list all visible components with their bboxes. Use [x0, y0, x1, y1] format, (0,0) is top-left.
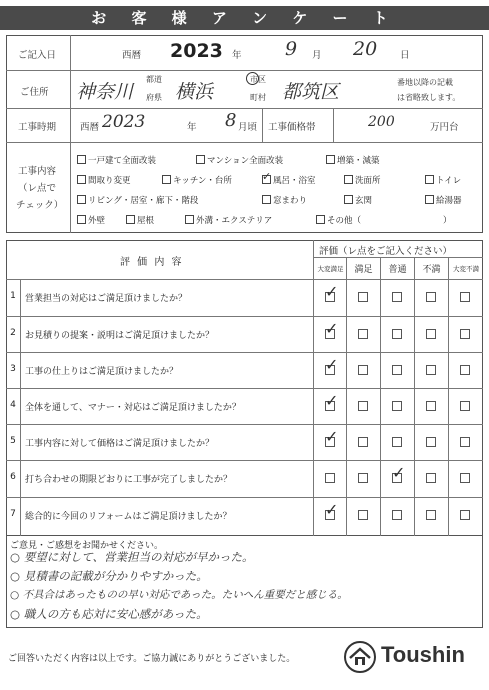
city-suffix-top: 市区 — [250, 75, 266, 84]
scale-label: 不満 — [422, 265, 441, 275]
rating-checkbox[interactable] — [426, 292, 436, 302]
pref-suffix-bottom: 府県 — [146, 93, 162, 102]
rating-checkbox[interactable] — [460, 437, 470, 447]
rating-checkbox[interactable] — [358, 473, 368, 483]
question-number: 4 — [10, 400, 16, 410]
question-text: 全体を通して、マナー・対応はご満足頂けましたか？ — [25, 403, 241, 413]
footer-text: ご回答いただく内容は以上です。ご協力誠にありがとうございました。 — [8, 654, 296, 664]
question-text: 工事内容に対して価格はご満足頂けましたか？ — [25, 439, 215, 449]
check-mark-icon: ✓ — [325, 427, 339, 446]
address-note-2: は省略致します。 — [397, 93, 461, 102]
price-label: 工事価格帯 — [268, 122, 316, 133]
content-label-3: チェック） — [16, 200, 64, 211]
question-text: 総合的に今回のリフォームはご満足頂けましたか？ — [25, 512, 232, 522]
address-prefecture[interactable]: 神奈川 — [76, 81, 134, 103]
content-label-2: （レ点で — [18, 183, 57, 194]
address-note-1: 番地以降の記載 — [397, 78, 453, 87]
rating-checkbox[interactable] — [358, 292, 368, 302]
checkbox — [185, 215, 194, 224]
rating-checkbox[interactable] — [426, 401, 436, 411]
period-year[interactable]: 2023 — [102, 112, 146, 132]
scale-label: 満足 — [354, 265, 373, 275]
rating-checkbox[interactable] — [460, 329, 470, 339]
checkbox-checked — [262, 175, 271, 184]
comment-line: ○ 見積書の記載が分かりやすかった。 — [10, 569, 208, 583]
checkbox — [262, 195, 271, 204]
checkbox — [77, 175, 86, 184]
option-item[interactable]: 間取り変更 — [77, 174, 131, 186]
survey-title: お 客 様 ア ン ケ ー ト — [0, 6, 489, 30]
checkbox — [344, 195, 353, 204]
date-era: 西暦 — [122, 50, 142, 61]
option-item[interactable]: ✓ 風呂・浴室 — [262, 174, 316, 186]
period-label: 工事時期 — [18, 122, 57, 133]
option-item[interactable]: その他（ — [316, 214, 361, 226]
rating-checkbox[interactable] — [392, 437, 402, 447]
address-label: ご住所 — [20, 87, 49, 98]
option-item[interactable]: トイレ — [425, 174, 461, 186]
checkbox — [425, 195, 434, 204]
rating-checkbox[interactable] — [325, 473, 335, 483]
city-suffix-bottom: 町村 — [250, 93, 266, 102]
question-number: 6 — [10, 472, 16, 482]
option-item[interactable]: キッチン・台所 — [162, 174, 232, 186]
rating-checkbox[interactable] — [392, 401, 402, 411]
rating-checkbox[interactable] — [426, 510, 436, 520]
option-item[interactable]: マンション全面改装 — [196, 154, 283, 166]
date-day[interactable]: 20 — [353, 38, 378, 60]
checkbox — [326, 155, 335, 164]
option-item[interactable]: リビング・居室・廊下・階段 — [77, 194, 198, 206]
option-item[interactable]: 洗面所 — [344, 174, 381, 186]
comment-line: ○ 不具合はあったものの早い対応であった。たいへん重要だと感じる。 — [10, 589, 348, 601]
date-label: ご記入日 — [18, 50, 57, 61]
rating-checkbox[interactable] — [358, 329, 368, 339]
rating-checkbox[interactable] — [358, 510, 368, 520]
scale-label: 大変不満 — [453, 265, 479, 273]
toushin-logo — [343, 639, 483, 675]
rating-checkbox[interactable] — [392, 365, 402, 375]
check-mark-icon: ✓ — [325, 282, 339, 301]
rating-checkbox[interactable] — [460, 510, 470, 520]
question-text: お見積りの提案・説明はご満足頂けましたか？ — [25, 331, 215, 341]
rating-checkbox[interactable] — [358, 437, 368, 447]
address-city[interactable]: 横浜 — [175, 81, 214, 103]
checkbox — [196, 155, 205, 164]
checkbox — [126, 215, 135, 224]
question-number: 7 — [10, 509, 16, 519]
question-number: 3 — [10, 364, 16, 374]
date-month[interactable]: 9 — [285, 38, 298, 60]
comments-label: ご意見・ご感想をお聞かせください。 — [10, 541, 164, 551]
comment-line: ○ 要望に対して、営業担当の対応が早かった。 — [10, 550, 254, 564]
rating-checkbox[interactable] — [392, 329, 402, 339]
checkbox — [77, 195, 86, 204]
address-ward[interactable]: 都筑区 — [282, 81, 340, 103]
option-item[interactable]: 増築・減築 — [326, 154, 380, 166]
option-item[interactable]: 屋根 — [126, 214, 154, 226]
check-mark-icon: ✓ — [392, 463, 406, 482]
pref-suffix-top: 都道 — [146, 75, 162, 84]
other-close-paren: ） — [443, 216, 452, 226]
question-text: 打ち合わせの期限どおりに工事が完了しましたか？ — [25, 475, 233, 485]
logo-text: Toushin — [381, 642, 465, 667]
date-day-unit: 日 — [400, 50, 410, 61]
date-year: 2023 — [170, 40, 223, 62]
content-label-1: 工事内容 — [18, 166, 57, 177]
rating-checkbox[interactable] — [460, 401, 470, 411]
checkbox — [77, 215, 86, 224]
house-logo-icon — [343, 640, 377, 674]
question-number: 1 — [10, 291, 16, 301]
rating-checkbox[interactable] — [426, 437, 436, 447]
rating-checkbox[interactable] — [426, 473, 436, 483]
date-year-unit: 年 — [232, 50, 242, 61]
scale-label: 大変満足 — [317, 265, 344, 273]
rating-checkbox[interactable] — [460, 473, 470, 483]
question-number: 2 — [10, 328, 16, 338]
rating-checkbox[interactable] — [460, 292, 470, 302]
question-number: 5 — [10, 436, 16, 446]
period-era: 西暦 — [80, 122, 100, 133]
rating-checkbox[interactable] — [358, 401, 368, 411]
rating-checkbox[interactable] — [392, 292, 402, 302]
rating-checkbox[interactable] — [392, 510, 402, 520]
checkbox — [344, 175, 353, 184]
date-month-unit: 月 — [312, 50, 322, 61]
checkbox — [162, 175, 171, 184]
scale-label: 普通 — [388, 265, 407, 275]
checkbox — [425, 175, 434, 184]
option-item[interactable]: 一戸建て全面改装 — [77, 154, 156, 166]
option-item[interactable]: 給湯器 — [425, 194, 462, 206]
comment-line: ○ 職人の方も応対に安心感があった。 — [10, 607, 208, 621]
question-text: 営業担当の対応はご満足頂けましたか？ — [25, 294, 188, 304]
period-year-unit: 年 — [187, 122, 197, 133]
checkbox — [77, 155, 86, 164]
check-mark-icon: ✓ — [325, 319, 339, 338]
ratings-header-eval: 評価（レ点をご記入ください） — [319, 246, 453, 257]
option-item[interactable]: 外溝・エクステリア — [185, 214, 272, 226]
checkbox — [316, 215, 325, 224]
rating-checkbox[interactable] — [358, 365, 368, 375]
check-mark-icon: ✓ — [325, 391, 339, 410]
period-month-unit: 月頃 — [238, 122, 258, 133]
city-circle-mark — [246, 72, 259, 85]
ratings-header-content: 評 価 内 容 — [120, 257, 184, 268]
rating-checkbox[interactable] — [426, 329, 436, 339]
option-item[interactable]: 外壁 — [77, 214, 105, 226]
price-value[interactable]: 200 — [368, 114, 395, 130]
question-text: 工事の仕上りはご満足頂けましたか？ — [25, 367, 179, 377]
rating-checkbox[interactable] — [460, 365, 470, 375]
rating-checkbox[interactable] — [426, 365, 436, 375]
check-mark-icon: ✓ — [325, 355, 339, 374]
option-item[interactable]: 窓まわり — [262, 194, 307, 206]
price-unit: 万円台 — [430, 122, 459, 133]
period-month[interactable]: 8 — [225, 110, 237, 131]
check-mark-icon: ✓ — [325, 500, 339, 519]
option-item[interactable]: 玄関 — [344, 194, 372, 206]
